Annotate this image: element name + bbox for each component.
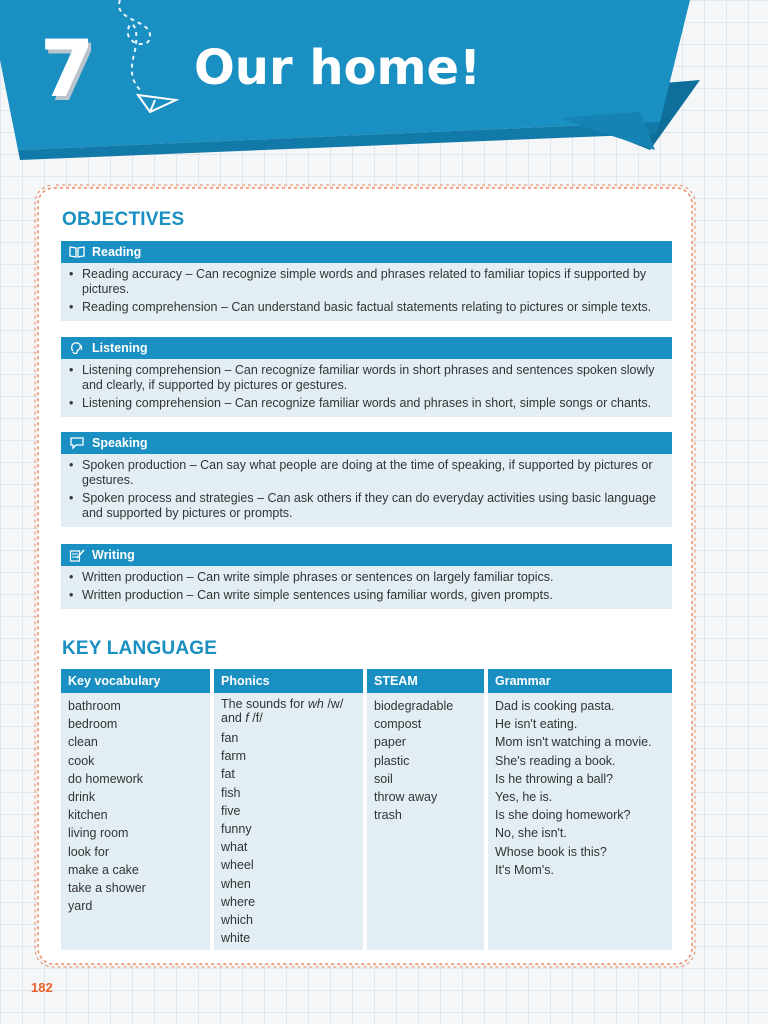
list-item: wheel	[221, 858, 254, 873]
objective-bar-speaking	[61, 432, 672, 454]
objective-list	[61, 359, 672, 417]
list-item: yard	[68, 899, 93, 914]
list-item: biodegradable	[374, 699, 454, 713]
list-item: clean	[68, 735, 98, 750]
column-body	[488, 693, 672, 950]
list-item: Dad is cooking pasta.	[495, 699, 615, 713]
objective-item: • Written production – Can write simple sentences using familiar words, given prompts.	[69, 588, 664, 603]
pencil-notepad-icon	[67, 547, 87, 563]
list-item: throw away	[374, 790, 438, 805]
list-item: He isn't eating.	[495, 717, 578, 732]
grammar-column	[488, 669, 672, 950]
list-item: Is he throwing a ball?	[495, 771, 614, 786]
list-item: It's Mom's.	[495, 862, 554, 877]
list-item: She's reading a book.	[495, 753, 616, 768]
objective-item: • Listening comprehension – Can recognize familiar words and phrases in short, simple songs or chants.	[69, 396, 664, 411]
list-item: soil	[374, 771, 393, 786]
list-item: five	[221, 803, 241, 818]
objective-label: Writing	[92, 548, 135, 562]
page-number: 182	[31, 980, 53, 995]
speech-bubble-icon	[67, 435, 87, 451]
objective-item: • Listening comprehension – Can recognize familiar words in short phrases and sentences spoken slowly and clearly, if supported by pictures or gestures.	[69, 363, 664, 393]
phonics-intro	[221, 697, 357, 725]
column-header: Key vocabulary	[61, 669, 210, 693]
list-item: which	[221, 913, 253, 928]
list-item: No, she isn't.	[495, 826, 567, 841]
objective-item: • Spoken production – Can say what people are doing at the time of speaking, if supported by pictures or gestures.	[69, 458, 664, 488]
phonics-intro-text: /f/	[248, 711, 263, 725]
list-item: Yes, he is.	[495, 790, 553, 805]
key-language-table	[61, 669, 672, 950]
list-item: plastic	[374, 753, 410, 768]
list-item: make a cake	[68, 862, 139, 877]
objective-item: • Reading accuracy – Can recognize simple words and phrases related to familiar topics if supported by pictures.	[69, 267, 664, 297]
objectives-heading: OBJECTIVES	[62, 209, 185, 230]
column-header: STEAM	[367, 669, 484, 693]
list-item: what	[221, 840, 248, 855]
list-item: Is she doing homework?	[495, 808, 631, 823]
column-body	[61, 693, 210, 950]
key-language-heading: KEY LANGUAGE	[62, 638, 218, 659]
objective-item: • Written production – Can write simple phrases or sentences on largely familiar topics.	[69, 570, 664, 585]
list-item: compost	[374, 717, 422, 732]
objective-label: Reading	[92, 245, 142, 259]
objective-item: • Spoken process and strategies – Can ask others if they can do everyday activities using basic language and supported by pictures or prompts.	[69, 491, 664, 521]
objective-list	[61, 566, 672, 609]
objective-section-speaking	[61, 432, 672, 527]
page-title: Our home!	[194, 40, 481, 96]
list-item: bathroom	[68, 699, 121, 713]
list-item: white	[221, 931, 251, 946]
phonics-column	[214, 669, 363, 950]
book-icon	[67, 244, 87, 260]
objective-section-writing	[61, 544, 672, 609]
objective-list	[61, 263, 672, 321]
list-item: take a shower	[68, 881, 146, 896]
list-item: trash	[374, 808, 402, 823]
list-item: living room	[68, 826, 129, 841]
list-item: farm	[221, 749, 246, 764]
column-body	[214, 693, 363, 950]
list-item: cook	[68, 753, 95, 768]
list-item: do homework	[68, 771, 144, 786]
objective-bar-reading	[61, 241, 672, 263]
ear-icon	[67, 340, 87, 356]
phonics-intro-text: /w/ and	[221, 697, 344, 725]
phonics-intro-f: f	[245, 711, 249, 725]
list-item: funny	[221, 822, 252, 837]
list-item: fish	[221, 785, 241, 800]
key-vocabulary-column	[61, 669, 210, 950]
steam-column	[367, 669, 484, 950]
objective-section-listening	[61, 337, 672, 417]
objective-section-reading	[61, 241, 672, 321]
list-item: look for	[68, 844, 109, 859]
objective-label: Speaking	[92, 436, 148, 450]
objective-list	[61, 454, 672, 527]
objective-item: • Reading comprehension – Can understand basic factual statements relating to pictures or simple texts.	[69, 300, 664, 315]
list-item: when	[221, 876, 251, 891]
list-item: kitchen	[68, 808, 108, 823]
column-header: Grammar	[488, 669, 672, 693]
list-item: fat	[221, 767, 235, 782]
list-item: bedroom	[68, 717, 118, 732]
objective-bar-listening	[61, 337, 672, 359]
objective-label: Listening	[92, 341, 148, 355]
list-item: where	[221, 894, 256, 909]
phonics-intro-text: The sounds for	[221, 697, 308, 711]
column-header: Phonics	[214, 669, 363, 693]
list-item: Whose book is this?	[495, 844, 607, 859]
list-item: drink	[68, 790, 96, 805]
column-body	[367, 693, 484, 950]
list-item: Mom isn't watching a movie.	[495, 735, 652, 750]
list-item: paper	[374, 735, 406, 750]
list-item: fan	[221, 731, 239, 745]
unit-number: 7	[40, 25, 95, 115]
phonics-intro-wh: wh	[307, 697, 324, 711]
objective-bar-writing	[61, 544, 672, 566]
